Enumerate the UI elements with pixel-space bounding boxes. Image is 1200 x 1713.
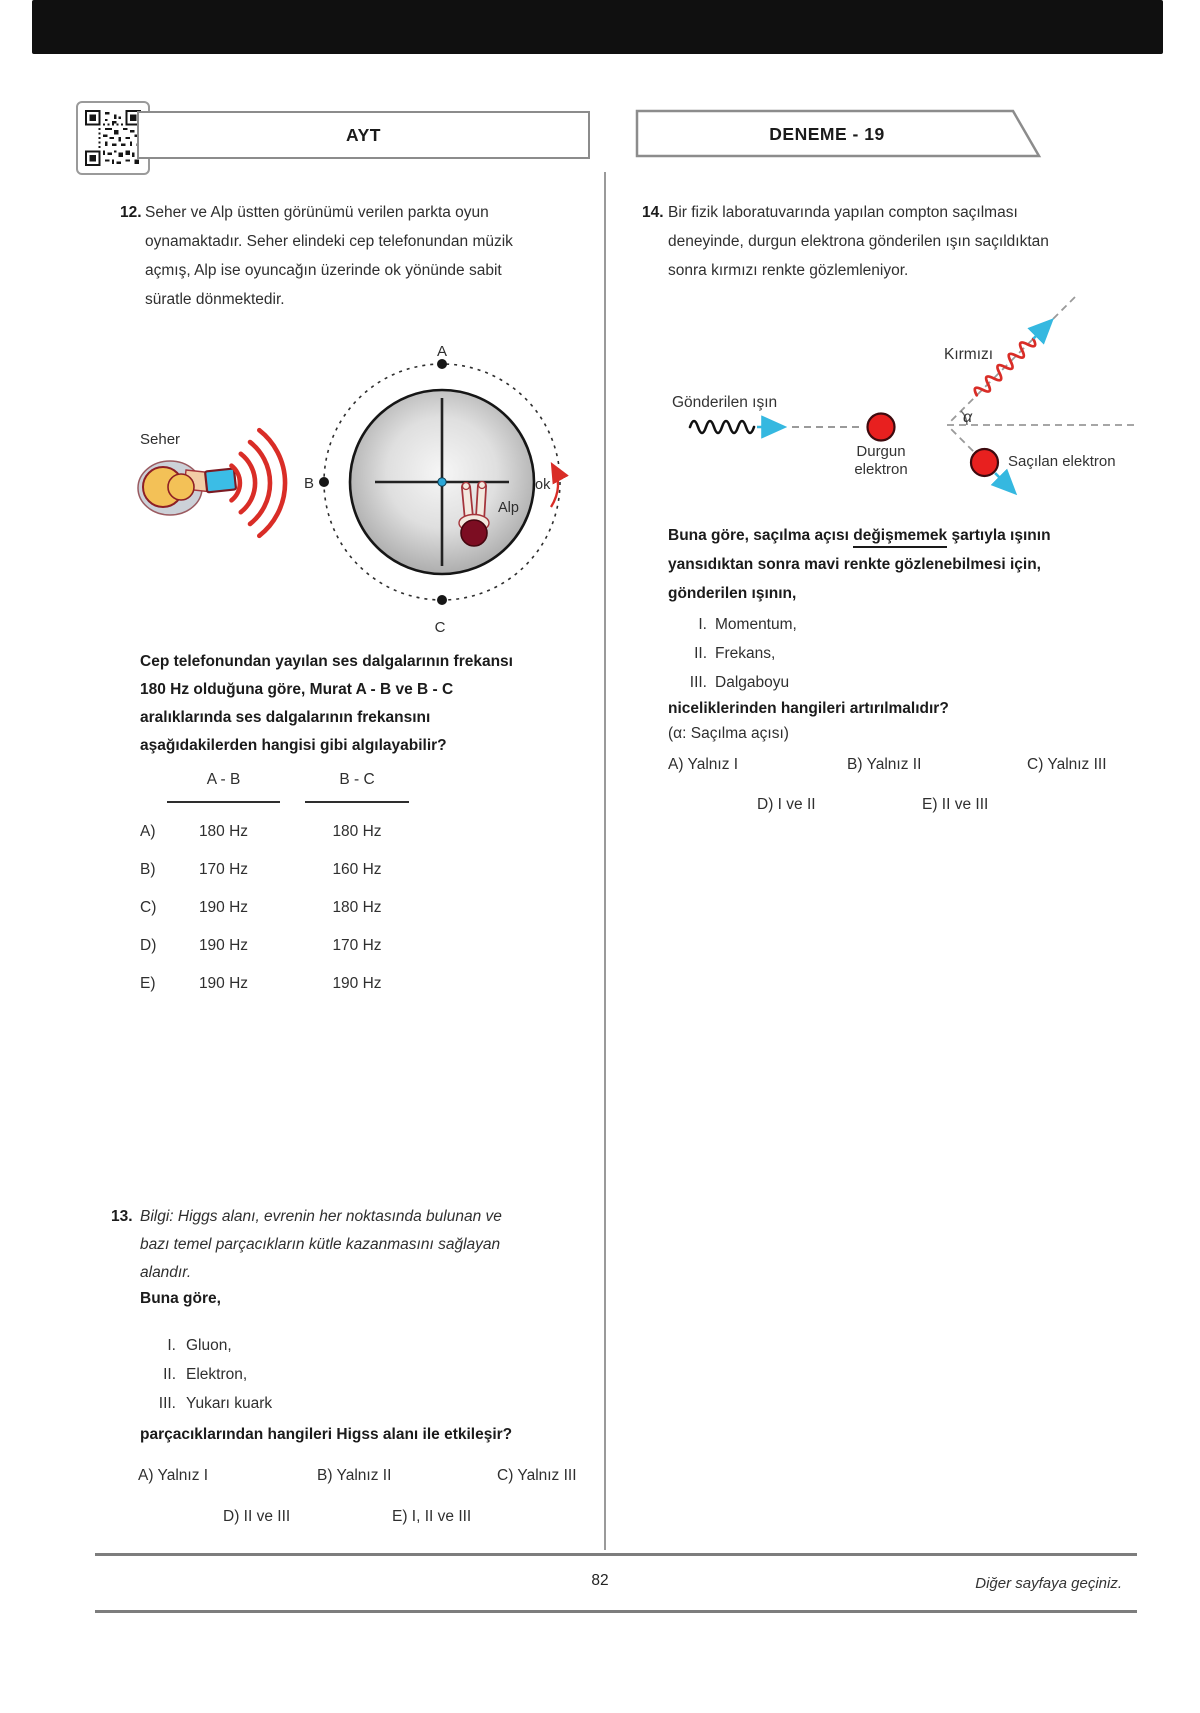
q13-option-c: C) Yalnız III	[497, 1467, 577, 1484]
point-a-dot	[437, 359, 447, 369]
stem1-post: şartıyla ışının	[947, 527, 1051, 544]
rest-electron-label-line2: elektron	[854, 461, 908, 478]
q13-info	[140, 1203, 502, 1287]
incident-ray-wave	[690, 421, 754, 433]
point-c-dot	[437, 595, 447, 605]
option-value-bc: 160 Hz	[332, 861, 382, 878]
q12-stem-line: aşağıdakilerden hangisi gibi algılayabilir?	[140, 737, 447, 754]
option-letter: D)	[140, 937, 157, 954]
header-left-box	[137, 111, 590, 159]
q13-option-e: E) I, II ve III	[392, 1508, 472, 1525]
q14-option-b: B) Yalnız II	[847, 756, 922, 773]
q12-intro-line: açmış, Alp ise oyuncağın üzerinde ok yönünde sabit	[145, 262, 502, 279]
q14-intro-line: deneyinde, durgun elektrona gönderilen ışın saçıldıktan	[668, 233, 1049, 250]
q14-intro-line: Bir fizik laboratuvarında yapılan compton saçılması	[668, 204, 1018, 221]
q12-stem-line: aralıklarında ses dalgalarının frekansını	[140, 709, 431, 726]
q12-option-row-c	[0, 889, 560, 927]
option-letter: C)	[140, 899, 157, 916]
q14-intro-line: sonra kırmızı renkte gözlemleniyor.	[668, 262, 909, 279]
rotation-arrow-icon	[551, 466, 558, 507]
option-value-ab: 170 Hz	[198, 861, 249, 878]
page-number: 82	[591, 1572, 609, 1589]
q14-items	[668, 610, 797, 697]
header-left-title: AYT	[346, 124, 381, 145]
q14-intro	[668, 198, 1049, 285]
q14-note: (α: Saçılma açısı)	[668, 725, 789, 742]
q13-item	[140, 1389, 272, 1418]
q14-stem	[668, 521, 1051, 608]
item-text: Elektron,	[186, 1366, 248, 1383]
q13-item	[140, 1331, 272, 1360]
item-numeral: I.	[698, 616, 707, 633]
q12-stem-line: 180 Hz olduğuna göre, Murat A - B ve B - C	[140, 681, 454, 698]
q13-info-line: alandır.	[140, 1264, 192, 1281]
top-scan-bar	[32, 0, 1163, 54]
q13-item	[140, 1360, 272, 1389]
scattered-photon-arrow-icon	[1033, 322, 1050, 339]
q12-table-col1-header: A - B	[206, 771, 241, 788]
item-text: Yukarı kuark	[186, 1395, 273, 1412]
scattered-electron-arrow-icon	[995, 473, 1013, 491]
q13-info-line: bazı temel parçacıkların kütle kazanmasını sağlayan	[140, 1236, 501, 1253]
point-c-label: C	[434, 619, 446, 636]
footer-rule-bottom	[95, 1610, 1137, 1613]
scattered-electron-label: Saçılan elektron	[1008, 453, 1116, 470]
q12-option-row-b	[0, 851, 560, 889]
q14-option-d: D) I ve II	[757, 796, 816, 813]
rest-electron-label-line1: Durgun	[856, 443, 906, 460]
q12-option-row-a	[0, 813, 560, 851]
q14-diagram	[620, 282, 1140, 512]
electron-dashed-path	[951, 429, 974, 452]
q13-lead: Buna göre,	[140, 1290, 221, 1307]
qr-code-pattern	[85, 110, 141, 166]
q13-option-b: B) Yalnız II	[317, 1467, 392, 1484]
q13-number: 13.	[111, 1208, 133, 1225]
seher-label: Seher	[140, 431, 181, 448]
q12-number: 12.	[120, 204, 142, 221]
q14-item	[668, 668, 797, 697]
q12-option-row-e	[0, 965, 560, 1003]
q12-intro-line: oynamaktadır. Seher elindeki cep telefonundan müzik	[145, 233, 513, 250]
option-value-bc: 170 Hz	[332, 937, 382, 954]
option-letter: B)	[140, 861, 156, 878]
q12-option-row-d	[0, 927, 560, 965]
rest-electron-dot	[868, 414, 895, 441]
q13-stem: parçacıklarından hangileri Higss alanı ile etkileşir?	[140, 1426, 513, 1443]
option-value-ab: 190 Hz	[198, 899, 249, 916]
phone-icon	[205, 468, 236, 492]
q14-option-c: C) Yalnız III	[1027, 756, 1107, 773]
point-a-label: A	[436, 343, 448, 360]
incident-ray-label: Gönderilen ışın	[672, 394, 778, 411]
item-numeral: III.	[158, 1395, 176, 1412]
item-text: Dalgaboyu	[715, 674, 790, 691]
q14-item	[668, 610, 797, 639]
q12-table-col2-rule	[305, 801, 409, 803]
ok-label: ok	[535, 477, 551, 493]
option-letter: E)	[140, 975, 156, 992]
q12-intro	[145, 198, 513, 314]
q14-stem-end: niceliklerinden hangileri artırılmalıdır?	[668, 700, 949, 717]
q12-stem-line: Cep telefonundan yayılan ses dalgalarının frekansı	[140, 653, 513, 670]
q12-intro-line: Seher ve Alp üstten görünümü verilen parkta oyun	[145, 204, 489, 221]
alp-label: Alp	[498, 500, 519, 516]
option-letter: A)	[140, 823, 156, 840]
q14-stem-line1	[668, 521, 1051, 550]
stem1-underlined-word: değişmemek	[853, 527, 947, 548]
q12-table-col2-header: B - C	[339, 771, 375, 788]
item-numeral: II.	[694, 645, 707, 662]
q12-stem	[140, 648, 513, 760]
sound-waves-icon	[232, 430, 286, 536]
q13-info-line: Bilgi: Higgs alanı, evrenin her noktasında bulunan ve	[140, 1208, 502, 1225]
footer-rule-top	[95, 1553, 1137, 1556]
footer-note: Diğer sayfaya geçiniz.	[975, 1575, 1122, 1592]
option-value-bc: 180 Hz	[332, 823, 382, 840]
red-photon-label: Kırmızı	[944, 346, 994, 363]
q14-number: 14.	[642, 204, 664, 221]
q12-table-col1-rule	[167, 801, 280, 803]
q12-diagram	[120, 333, 580, 640]
item-text: Momentum,	[715, 616, 797, 633]
item-numeral: III.	[689, 674, 707, 691]
item-numeral: II.	[163, 1366, 176, 1383]
header-right-title: DENEME - 19	[769, 124, 885, 144]
point-b-dot	[319, 477, 329, 487]
q14-stem-line2: yansıdıktan sonra mavi renkte gözlenebilmesi için,	[668, 556, 1041, 573]
point-b-label: B	[303, 475, 314, 492]
item-text: Frekans,	[715, 645, 776, 662]
option-value-bc: 190 Hz	[332, 975, 382, 992]
q13-option-a: A) Yalnız I	[138, 1467, 209, 1484]
q14-stem-line3: gönderilen ışının,	[668, 585, 797, 602]
option-value-ab: 190 Hz	[198, 975, 249, 992]
carousel-center-dot	[438, 478, 446, 486]
q12-intro-line: süratle dönmektedir.	[145, 291, 285, 308]
q13-option-d: D) II ve III	[223, 1508, 291, 1525]
stem1-pre: Buna göre, saçılma açısı	[668, 527, 854, 544]
option-value-ab: 190 Hz	[198, 937, 249, 954]
option-value-ab: 180 Hz	[198, 823, 249, 840]
alp-head	[461, 520, 487, 546]
scattered-red-wave	[972, 334, 1037, 399]
q14-option-e: E) II ve III	[922, 796, 989, 813]
column-divider	[604, 172, 606, 1550]
angle-alpha-label: α	[963, 409, 973, 426]
q14-option-a: A) Yalnız I	[668, 756, 739, 773]
item-text: Gluon,	[186, 1337, 232, 1354]
q13-items	[140, 1331, 272, 1418]
header-right-box	[635, 109, 1045, 159]
option-value-bc: 180 Hz	[332, 899, 382, 916]
seher-figure	[138, 461, 236, 515]
q14-item	[668, 639, 797, 668]
item-numeral: I.	[167, 1337, 176, 1354]
